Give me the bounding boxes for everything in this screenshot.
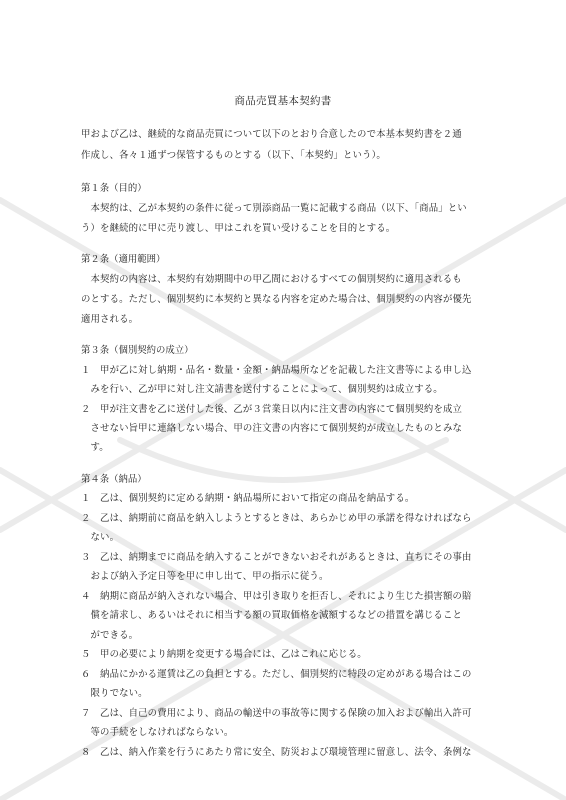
document-title: 商品売買基本契約書 xyxy=(234,95,332,107)
article-4-line: ４ 納期に商品が納入されない場合、甲は引き取りを拒否し、それにより生じた損害額の賠 xyxy=(81,591,472,602)
preamble-line: 甲および乙は、継続的な商品売買について以下のとおり合意したので本基本契約書を２通 xyxy=(81,129,462,140)
article-4-line: １ 乙は、個別契約に定める納期・納品場所において指定の商品を納品する。 xyxy=(81,493,415,504)
article-3-line: みを行い、乙が甲に対し注文請書を送付することによって、個別契約は成立する。 xyxy=(81,384,443,395)
article-4-line: および納入予定日等を甲に申し出て、甲の指示に従う。 xyxy=(81,571,329,582)
article-3-heading: 第３条（個別契約の成立） xyxy=(81,345,194,356)
preamble-line: 作成し、各々１通ずつ保管するものとする（以下、「本契約」という）。 xyxy=(81,150,386,161)
article-3-line: １ 甲が乙に対し納期・品名・数量・金額・納品場所などを記載した注文書等による申し込 xyxy=(81,365,472,376)
article-4-line: 償を請求し、あるいはそれに相当する額の買取価格を減額するなどの措置を講じること xyxy=(81,610,463,621)
article-4-line: ６ 納品にかかる運賃は乙の負担とする。ただし、個別契約に特段の定めがある場合はこの xyxy=(81,669,472,680)
article-4-line: ８ 乙は、納入作業を行うにあたり常に安全、防災および環境管理に留意し、法令、条例な xyxy=(81,747,472,758)
article-4-line: 等の手続をしなければならない。 xyxy=(81,727,234,738)
article-1-line: う）を継続的に甲に売り渡し、甲はこれを買い受けることを目的とする。 xyxy=(81,223,396,234)
article-4-heading: 第４条（納品） xyxy=(81,474,147,485)
article-2-heading: 第２条（適用範囲） xyxy=(81,254,166,265)
article-3-line: させない旨甲に連絡しない場合、甲の注文書の内容にて個別契約が成立したものとみな xyxy=(81,423,463,434)
article-2-line: のとする。ただし、個別契約に本契約と異なる内容を定めた場合は、個別契約の内容が優先 xyxy=(81,294,472,305)
article-2-line: 本契約の内容は、本契約有効期間中の甲乙間におけるすべての個別契約に適用されるも xyxy=(81,274,462,285)
article-4-line: ７ 乙は、自己の費用により、商品の輸送中の事故等に関する保険の加入および輸出入許可 xyxy=(81,708,472,719)
article-4-line: ２ 乙は、納期前に商品を納入しようとするときは、あらかじめ甲の承諾を得なければなら xyxy=(81,513,472,524)
article-1-heading: 第１条（目的） xyxy=(81,183,147,194)
article-4-line: 限りでない。 xyxy=(81,688,148,699)
article-2-line: 適用される。 xyxy=(81,314,139,325)
article-3-line: す。 xyxy=(81,442,109,453)
article-4-line: ３ 乙は、納期までに商品を納入することができないおそれがあるときは、直ちにその事由 xyxy=(81,552,472,563)
article-4-line: ができる。 xyxy=(81,630,139,641)
article-1-line: 本契約は、乙が本契約の条件に従って別添商品一覧に記載する商品（以下、「商品」とい xyxy=(81,203,467,214)
article-3-line: ２ 甲が注文書を乙に送付した後、乙が３営業日以内に注文書の内容にて個別契約を成立 xyxy=(81,404,463,415)
article-4-line: ない。 xyxy=(81,532,120,543)
article-4-line: ５ 甲の必要により納期を変更する場合には、乙はこれに応じる。 xyxy=(81,649,367,660)
